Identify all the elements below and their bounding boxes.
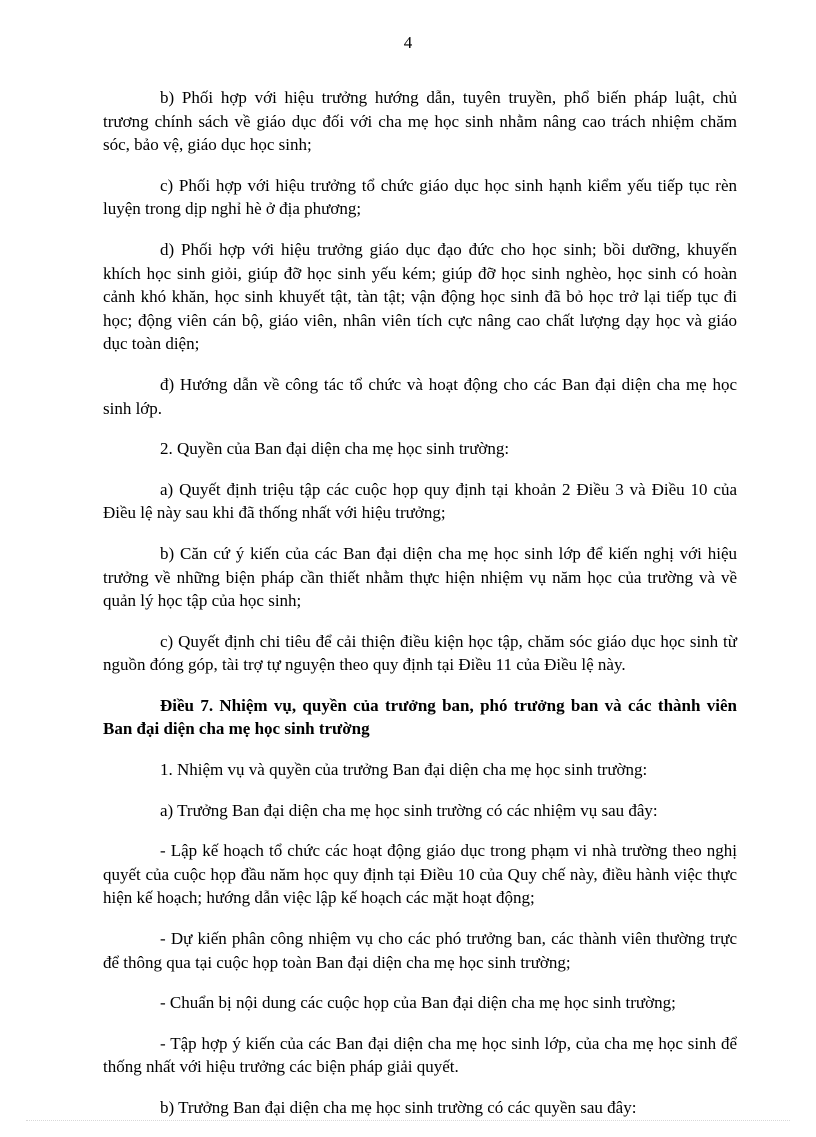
- para-1-nhiem-vu-truong-ban: 1. Nhiệm vụ và quyền của trưởng Ban đại diện cha mẹ học sinh trường:: [160, 760, 648, 780]
- para-a-trieu-tap-hop: a) Quyết định triệu tập các cuộc họp quy định tại khoản 2 Điều 3 và Điều 10 của Điều lệ này sau khi đã thống nhất với hiệu trưởng;: [103, 479, 737, 523]
- bullet-du-kien-phan-cong: - Dự kiến phân công nhiệm vụ cho các phó trưởng ban, các thành viên thường trực để thông qua tại cuộc họp toàn Ban đại diện cha mẹ học sinh trường;: [103, 929, 737, 972]
- document-body: [103, 86, 737, 1137]
- bullet-lap-ke-hoach: - Lập kế hoạch tổ chức các hoạt động giáo dục trong phạm vi nhà trường theo nghị quyết của cuộc họp đầu năm học quy định tại Điều 10 của Quy chế này, điều hành việc thực hiện kế hoạch; hướng dẫn việc lập kế hoạch các mặt hoạt động;: [103, 841, 737, 908]
- para-b-kien-nghi: b) Căn cứ ý kiến của các Ban đại diện cha mẹ học sinh lớp để kiến nghị với hiệu trưởng về những biện pháp cần thiết nhằm thực hiện nhiệm vụ năm học của trường và về quản lý học tập của học sinh;: [103, 543, 737, 611]
- para-c-phoi-hop-giao-duc-he: c) Phối hợp với hiệu trưởng tổ chức giáo dục học sinh hạnh kiểm yếu tiếp tục rèn luyện trong dịp nghỉ hè ở địa phương;: [103, 175, 737, 219]
- para-2-quyen-ban-truong: 2. Quyền của Ban đại diện cha mẹ học sinh trường:: [160, 439, 510, 459]
- para-d-phoi-hop-dao-duc: d) Phối hợp với hiệu trưởng giáo dục đạo đức cho học sinh; bồi dưỡng, khuyến khích học sinh giỏi, giúp đỡ học sinh yếu kém; giúp đỡ học sinh nghèo, học sinh có hoàn cảnh khó khăn, học sinh khuyết tật, tàn tật; vận động học sinh đã bỏ học trở lại tiếp tục đi học; động viên cán bộ, giáo viên, nhân viên tích cực nâng cao chất lượng dạy học và giáo dục toàn diện;: [103, 239, 737, 354]
- page-bottom-rule: [26, 1120, 790, 1121]
- para-b-truong-ban-quyen: b) Trưởng Ban đại diện cha mẹ học sinh trường có các quyền sau đây:: [160, 1098, 637, 1117]
- article-7-heading: Điều 7. Nhiệm vụ, quyền của trưởng ban, phó trưởng ban và các thành viên Ban đại diện cha mẹ học sinh trường: [103, 695, 737, 739]
- bullet-chuan-bi-noi-dung: - Chuẩn bị nội dung các cuộc họp của Ban đại diện cha mẹ học sinh trường;: [160, 993, 676, 1013]
- para-c-chi-tieu: c) Quyết định chi tiêu để cải thiện điều kiện học tập, chăm sóc giáo dục học sinh từ nguồn đóng góp, tài trợ tự nguyện theo quy định tại Điều 11 của Điều lệ này.: [103, 631, 737, 675]
- para-a-truong-ban-nhiem-vu: a) Trưởng Ban đại diện cha mẹ học sinh trường có các nhiệm vụ sau đây:: [160, 800, 658, 820]
- para-dd-huong-dan-ban-lop: đ) Hướng dẫn về công tác tổ chức và hoạt động cho các Ban đại diện cha mẹ học sinh lớp.: [103, 374, 737, 418]
- bullet-tap-hop-y-kien: - Tập hợp ý kiến của các Ban đại diện cha mẹ học sinh lớp, của cha mẹ học sinh để thống nhất với hiệu trưởng các biện pháp giải quyết.: [103, 1033, 737, 1077]
- para-b-phoi-hop-tuyen-truyen: b) Phối hợp với hiệu trưởng hướng dẫn, tuyên truyền, phổ biến pháp luật, chủ trương chính sách về giáo dục đối với cha mẹ học sinh nhằm nâng cao trách nhiệm chăm sóc, bảo vệ, giáo dục học sinh;: [103, 88, 737, 155]
- page-number: 4: [403, 33, 413, 52]
